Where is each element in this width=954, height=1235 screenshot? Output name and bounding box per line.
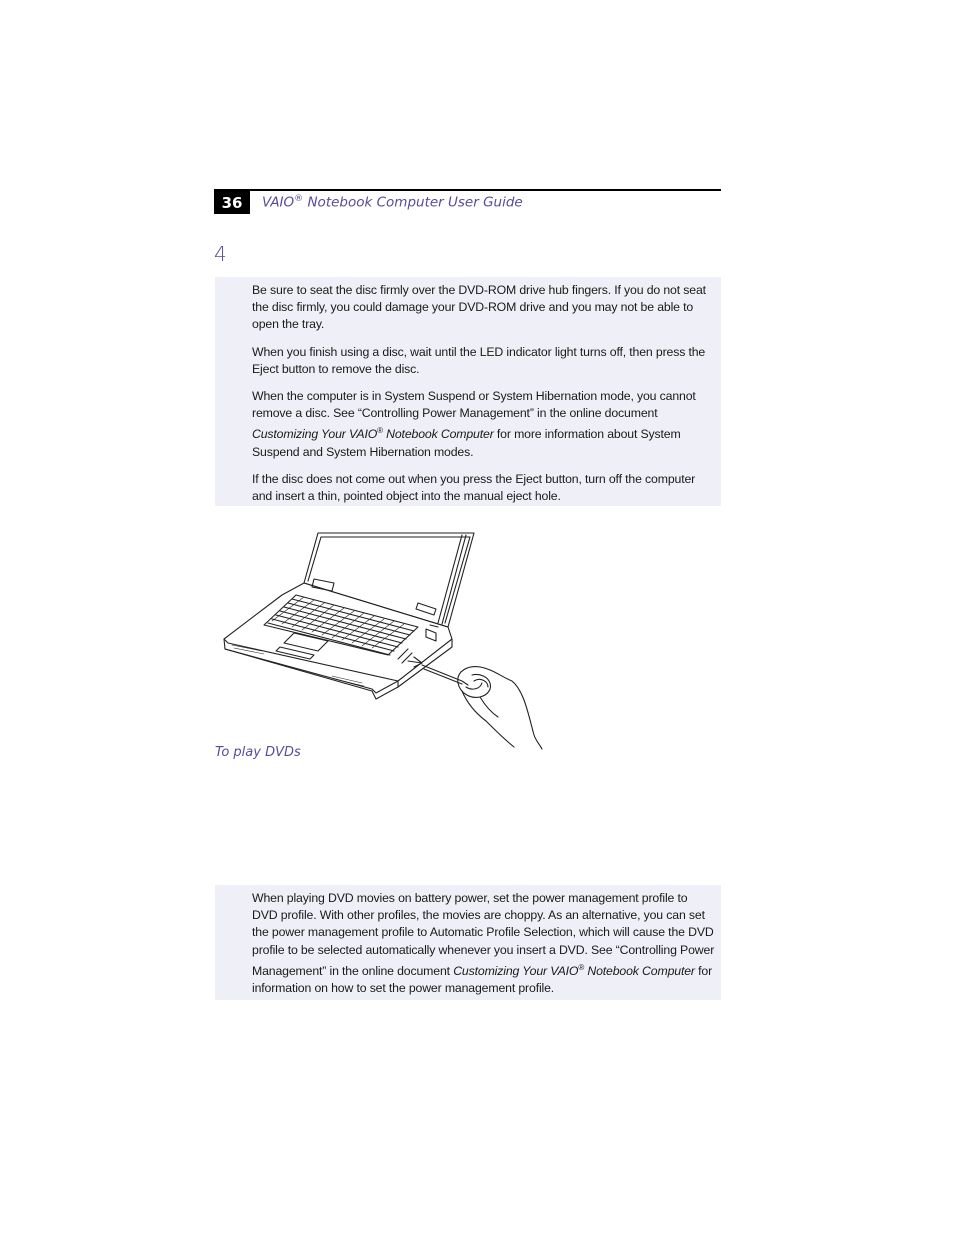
header-brand: VAIO [262,194,295,211]
note-text: for more information about System Suspend and System Hibernation modes. [252,427,681,459]
header-title-rest: Notebook Computer User Guide [303,194,523,211]
note-text: When the computer is in System Suspend or System Hibernation mode, you cannot remove a disc. See “Controlling Power Management” in the online document [252,389,696,421]
note-paragraph [252,890,715,997]
note-text: for information on how to set the power management profile. [252,963,713,996]
document-title-italic: Notebook Computer [584,963,695,978]
note-paragraph: If the disc does not come out when you press the Eject button, turn off the computer and insert a thin, pointed object into the manual eject hole. [252,471,696,504]
document-title-italic: Notebook Computer [382,427,494,442]
note-box-dvd-power [215,885,721,1000]
figure-caption: To play DVDs [215,745,301,760]
registered-mark: ® [578,962,585,972]
registered-mark: ® [377,426,383,436]
page-number: 36 [214,191,250,214]
running-header-title [262,194,523,211]
document-title-italic: Customizing Your VAIO [252,427,378,442]
note-box-disc-handling [215,277,721,506]
header-registered-mark: ® [294,194,304,204]
note-text: When playing DVD movies on battery power, set the power management profile to DVD profile. With other profiles, the movies are choppy. As an alternative, you can set the power management profile to Automatic Profile Selection, which will cause the DVD profile to be selected automatically whenever you insert a DVD. See “Controlling Power Management” in the online document [252,891,715,978]
note-paragraph: When you finish using a disc, wait until the LED indicator light turns off, then press the Eject button to remove the disc. [252,344,706,376]
manual-eject-illustration [222,531,552,751]
step-number: 4 [214,242,227,266]
document-title-italic: Customizing Your VAIO [453,963,579,978]
note-paragraph [252,388,715,461]
note-paragraph: Be sure to seat the disc firmly over the DVD-ROM drive hub fingers. If you do not seat the disc firmly, you could damage your DVD-ROM drive and you may not be able to open the tray. [252,283,706,332]
header-rule [214,189,721,191]
